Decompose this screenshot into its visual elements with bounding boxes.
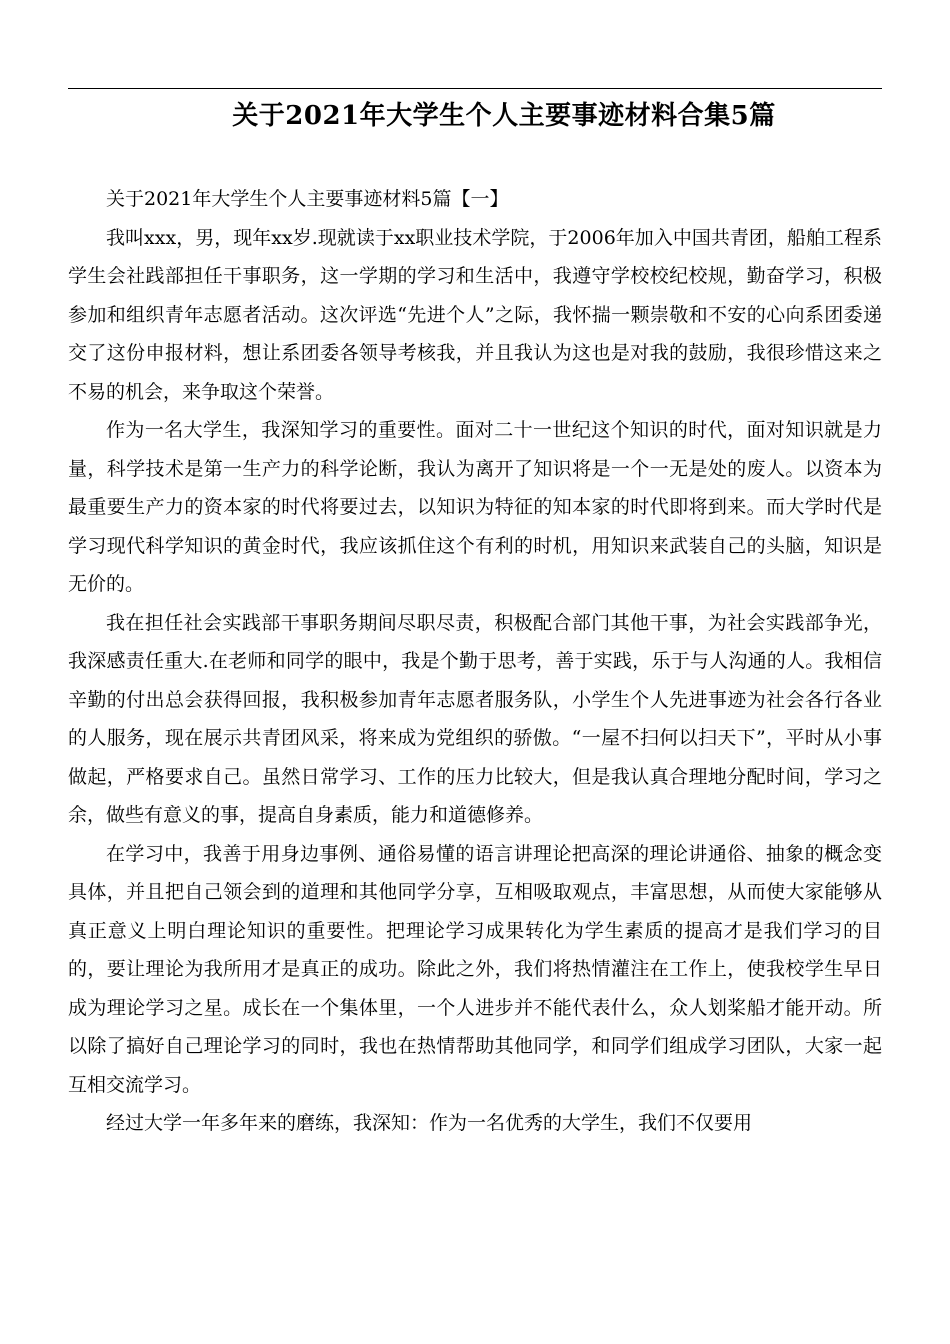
paragraph-3: 我在担任社会实践部干事职务期间尽职尽责，积极配合部门其他干事，为社会实践部争光，我深感责任重大.在老师和同学的眼中，我是个勤于思考，善于实践，乐于与人沟通的人。我相信辛勤的付出总会获得回报，我积极参加青年志愿者服务队，小学生个人先进事迹为社会各行各业的人服务，现在展示共青团风采，将来成为党组织的骄傲。“一屋不扫何以扫天下”，平时从小事做起，严格要求自己。虽然日常学习、工作的压力比较大，但是我认真合理地分配时间，学习之余，做些有意义的事，提高自身素质，能力和道德修养。 <box>68 611 882 826</box>
paragraph-1: 我叫xxx，男，现年xx岁.现就读于xx职业技术学院，于2006年加入中国共青团，船舶工程系学生会社践部担任干事职务，这一学期的学习和生活中，我遵守学校校纪校规，勤奋学习，积极参加和组织青年志愿者活动。这次评选“先进个人”之际，我怀揣一颗崇敬和不安的心向系团委递交了这份申报材料，想让系团委各领导考核我，并且我认为这也是对我的鼓励，我很珍惜这来之不易的机会，来争取这个荣誉。 <box>68 226 882 403</box>
header-rule <box>68 88 882 89</box>
document-title: 关于2021年大学生个人主要事迹材料合集5篇 <box>232 101 776 131</box>
document-body <box>68 180 882 1143</box>
section-heading: 关于2021年大学生个人主要事迹材料5篇【一】 <box>106 188 509 210</box>
paragraph-4: 在学习中，我善于用身边事例、通俗易懂的语言讲理论把高深的理论讲通俗、抽象的概念变具体，并且把自己领会到的道理和其他同学分享，互相吸取观点，丰富思想，从而使大家能够从真正意义上明白理论知识的重要性。把理论学习成果转化为学生素质的提高才是我们学习的目的，要让理论为我所用才是真正的成功。除此之外，我们将热情灌注在工作上，使我校学生早日成为理论学习之星。成长在一个集体里，一个人进步并不能代表什么，众人划桨船才能开动。所以除了搞好自己理论学习的同时，我也在热情帮助其他同学，和同学们组成学习团队，大家一起互相交流学习。 <box>68 842 882 1096</box>
paragraph-2: 作为一名大学生，我深知学习的重要性。面对二十一世纪这个知识的时代，面对知识就是力量，科学技术是第一生产力的科学论断，我认为离开了知识将是一个一无是处的废人。以资本为最重要生产力的资本家的时代将要过去，以知识为特征的知本家的时代即将到来。而大学时代是学习现代科学知识的黄金时代，我应该抓住这个有利的时机，用知识来武装自己的头脑，知识是无价的。 <box>68 419 882 595</box>
paragraph-5: 经过大学一年多年来的磨练，我深知：作为一名优秀的大学生，我们不仅要用 <box>106 1112 753 1134</box>
